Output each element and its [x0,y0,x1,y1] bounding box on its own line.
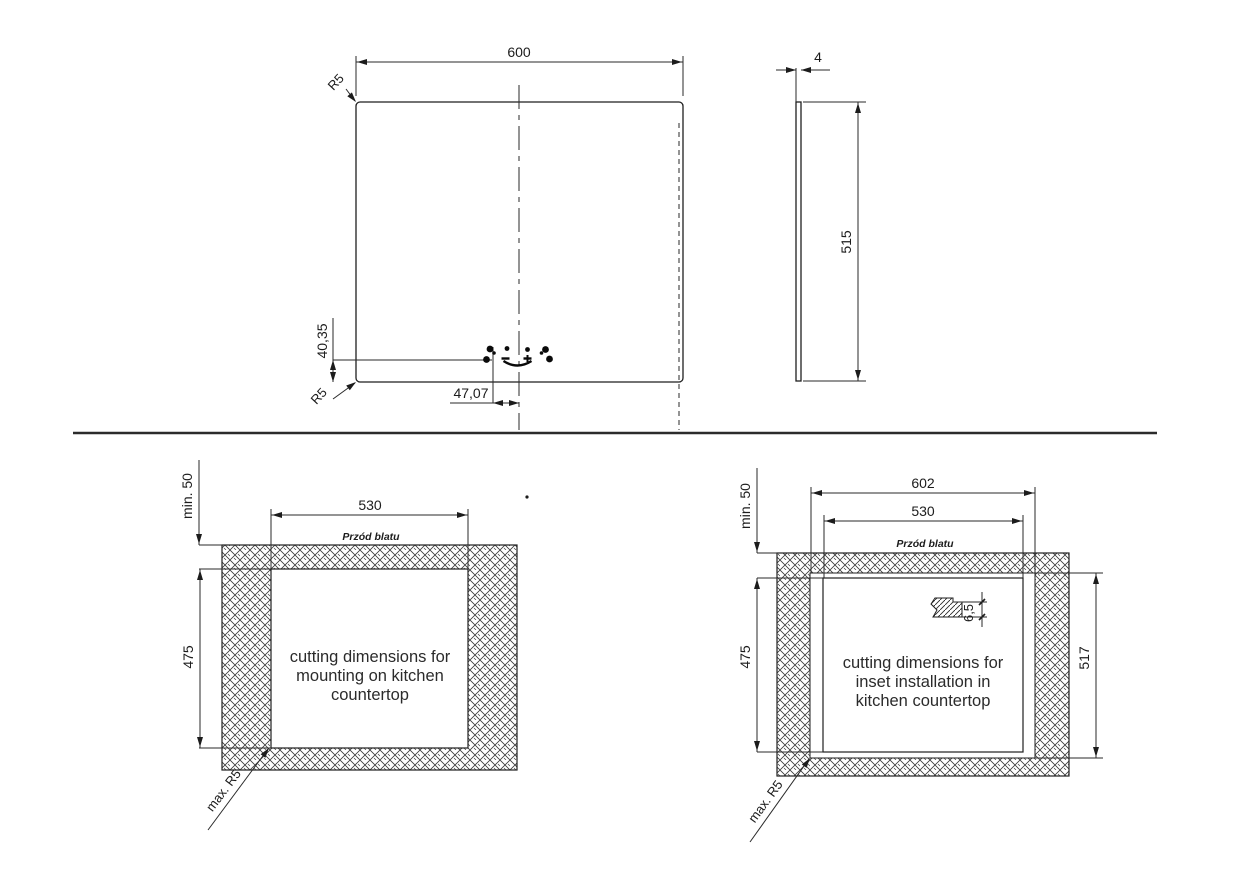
dim-label-515: 515 [838,230,854,254]
surface-mount-cutout-diagram [179,460,529,830]
dim-label-4: 4 [814,49,822,65]
dim-label-40-35: 40,35 [314,323,330,359]
front-edge-label-left: Przód blatu [342,531,400,543]
dim-label-maxr5-right: max. R5 [745,777,786,826]
control-panel-symbols-icon [483,346,553,366]
side-view [776,49,866,381]
dim-label-475-left: 475 [180,645,196,669]
dim-label-530-left: 530 [358,497,382,513]
stray-dot [525,495,528,498]
dim-label-r5-top: R5 [324,70,347,94]
front-edge-label-right: Przód blatu [896,538,954,550]
dim-label-517: 517 [1076,646,1092,670]
dim-label-47-07: 47,07 [453,385,489,401]
svg-text:kitchen countertop: kitchen countertop [855,692,991,710]
svg-text:inset installation in: inset installation in [855,673,991,691]
dimension-controls-horizontal [450,347,519,406]
inset-cutout-diagram [737,468,1103,842]
svg-text:mounting on kitchen: mounting on kitchen [296,667,444,685]
top-view [308,44,683,430]
dim-label-475-right: 475 [737,645,753,669]
svg-text:countertop: countertop [331,686,409,704]
svg-text:cutting dimensions for: cutting dimensions for [842,654,1004,672]
dim-label-min50-right: min. 50 [737,483,753,529]
dim-label-r5-bottom: R5 [307,384,330,408]
dimension-radius-top [325,71,356,102]
dim-label-600: 600 [507,44,531,60]
dimension-min-clearance-right [737,468,777,553]
dim-label-602: 602 [911,475,935,491]
dim-label-maxr5-left: max. R5 [202,766,244,815]
dimension-min-clearance-left [179,460,222,545]
dimension-height-515 [803,102,866,381]
dim-label-min50-left: min. 50 [179,473,195,519]
dimension-controls-vertical [314,318,492,382]
caption-inset-installation [843,654,1004,710]
dim-label-530-right: 530 [911,503,935,519]
dim-label-6-5: 6,5 [961,603,976,623]
hob-side-profile [796,102,801,381]
dimension-radius-bottom [308,382,356,407]
dimension-thickness-4 [776,49,830,73]
svg-text:cutting dimensions for: cutting dimensions for [289,648,451,666]
